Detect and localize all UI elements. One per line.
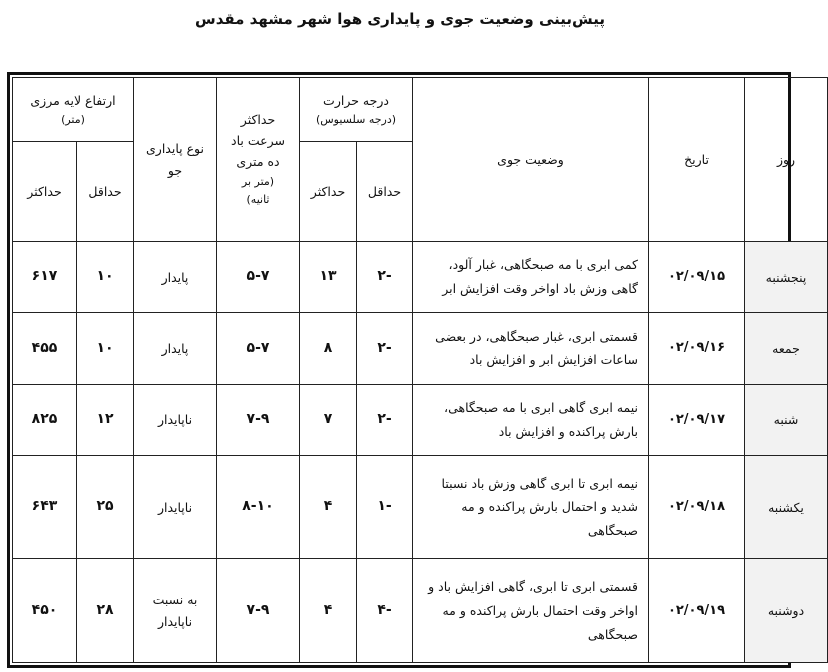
condition-line: نیمه ابری گاهی ابری با مه صبحگاهی، xyxy=(444,399,638,415)
header-boundary-max: حداکثر xyxy=(13,142,77,242)
cell-boundary-max: ۴۵۵ xyxy=(13,313,77,384)
header-boundary-label: ارتفاع لایه مرزی xyxy=(30,92,116,108)
cell-stability xyxy=(134,313,217,384)
cell-temp-min: -۲ xyxy=(357,242,413,313)
table-row xyxy=(13,559,828,663)
header-temp-min: حداقل xyxy=(357,142,413,242)
header-wind-unit-line2: ثانیه) xyxy=(246,193,270,207)
table-row xyxy=(13,242,828,313)
header-temp-max: حداکثر xyxy=(300,142,357,242)
cell-condition xyxy=(413,384,649,455)
cell-wind: ۵-۷ xyxy=(217,242,300,313)
cell-condition xyxy=(413,242,649,313)
cell-stability xyxy=(134,242,217,313)
condition-line: قسمتی ابری، غبار صبحگاهی، در بعضی xyxy=(435,328,638,344)
condition-line: کمی ابری با مه صبحگاهی، غبار آلود، xyxy=(448,257,638,273)
header-boundary-unit: (متر) xyxy=(61,112,85,126)
cell-temp-max: ۴ xyxy=(300,559,357,663)
cell-temp-min: -۲ xyxy=(357,384,413,455)
cell-day: شنبه xyxy=(745,384,828,455)
condition-line: نیمه ابری تا ابری گاهی وزش باد نسبتا xyxy=(441,475,638,491)
cell-boundary-min: ۱۲ xyxy=(77,384,134,455)
cell-temp-max: ۱۳ xyxy=(300,242,357,313)
cell-temp-max: ۸ xyxy=(300,313,357,384)
header-date: تاریخ xyxy=(649,78,745,242)
condition-line: قسمتی ابری تا ابری، گاهی افزایش باد و xyxy=(428,579,638,595)
cell-date: ۰۲/۰۹/۱۸ xyxy=(649,455,745,559)
cell-temp-max: ۷ xyxy=(300,384,357,455)
page-title: پیش‌بینی وضعیت جوی و پایداری هوا شهر مشهد مقدس xyxy=(195,10,605,28)
cell-temp-min: -۱ xyxy=(357,455,413,559)
header-day: روز xyxy=(745,78,828,242)
cell-condition xyxy=(413,559,649,663)
header-temperature xyxy=(300,78,413,142)
stability-line: پایدار xyxy=(161,269,189,285)
stability-line: ناپایدار xyxy=(157,499,193,515)
condition-line: ساعات افزایش ابر و افزایش باد xyxy=(469,352,638,368)
cell-date: ۰۲/۰۹/۱۶ xyxy=(649,313,745,384)
cell-stability xyxy=(134,455,217,559)
cell-date: ۰۲/۰۹/۱۷ xyxy=(649,384,745,455)
table-row xyxy=(13,313,828,384)
cell-condition xyxy=(413,313,649,384)
cell-wind: ۸-۱۰ xyxy=(217,455,300,559)
header-wind-unit-line1: (متر بر xyxy=(241,174,275,188)
header-condition: وضعیت جوی xyxy=(413,78,649,242)
cell-day: جمعه xyxy=(745,313,828,384)
cell-wind: ۵-۷ xyxy=(217,313,300,384)
condition-line: اواخر وقت احتمال بارش پراکنده و مه xyxy=(442,602,638,618)
header-wind-line1: حداکثر xyxy=(240,111,276,127)
cell-day: دوشنبه xyxy=(745,559,828,663)
cell-boundary-max: ۶۴۳ xyxy=(13,455,77,559)
forecast-table xyxy=(12,77,828,663)
cell-temp-min: -۲ xyxy=(357,313,413,384)
header-wind-line3: ده متری xyxy=(236,154,280,170)
cell-boundary-min: ۱۰ xyxy=(77,242,134,313)
header-wind-line2: سرعت باد xyxy=(231,133,285,149)
cell-boundary-min: ۲۵ xyxy=(77,455,134,559)
cell-date: ۰۲/۰۹/۱۹ xyxy=(649,559,745,663)
cell-wind: ۷-۹ xyxy=(217,384,300,455)
cell-temp-max: ۴ xyxy=(300,455,357,559)
cell-condition xyxy=(413,455,649,559)
condition-line: بارش پراکنده و افزایش باد xyxy=(498,423,638,439)
cell-boundary-max: ۶۱۷ xyxy=(13,242,77,313)
header-temperature-label: درجه حرارت xyxy=(323,92,389,108)
header-wind xyxy=(217,78,300,242)
stability-line: به نسبت xyxy=(152,592,198,608)
condition-line: صبحگاهی xyxy=(587,523,638,539)
header-stability: نوع پایداری جو xyxy=(134,78,217,242)
cell-wind: ۷-۹ xyxy=(217,559,300,663)
stability-line: ناپایدار xyxy=(157,613,193,629)
condition-line: گاهی وزش باد اواخر وقت افزایش ابر xyxy=(442,281,638,297)
cell-day: پنجشنبه xyxy=(745,242,828,313)
header-row-main xyxy=(13,78,828,142)
stability-line: پایدار xyxy=(161,340,189,356)
cell-date: ۰۲/۰۹/۱۵ xyxy=(649,242,745,313)
cell-boundary-min: ۱۰ xyxy=(77,313,134,384)
cell-day: یکشنبه xyxy=(745,455,828,559)
cell-boundary-max: ۸۲۵ xyxy=(13,384,77,455)
table-row xyxy=(13,455,828,559)
condition-line: شدید و احتمال بارش پراکنده و مه xyxy=(461,499,638,515)
table-row xyxy=(13,384,828,455)
stability-line: ناپایدار xyxy=(157,412,193,428)
cell-boundary-max: ۴۵۰ xyxy=(13,559,77,663)
condition-line: صبحگاهی xyxy=(587,626,638,642)
cell-boundary-min: ۲۸ xyxy=(77,559,134,663)
cell-stability xyxy=(134,559,217,663)
cell-temp-min: -۴ xyxy=(357,559,413,663)
header-boundary-min: حداقل xyxy=(77,142,134,242)
header-boundary xyxy=(13,78,134,142)
cell-stability xyxy=(134,384,217,455)
header-temperature-unit: (درجه سلسیوس) xyxy=(315,112,397,126)
